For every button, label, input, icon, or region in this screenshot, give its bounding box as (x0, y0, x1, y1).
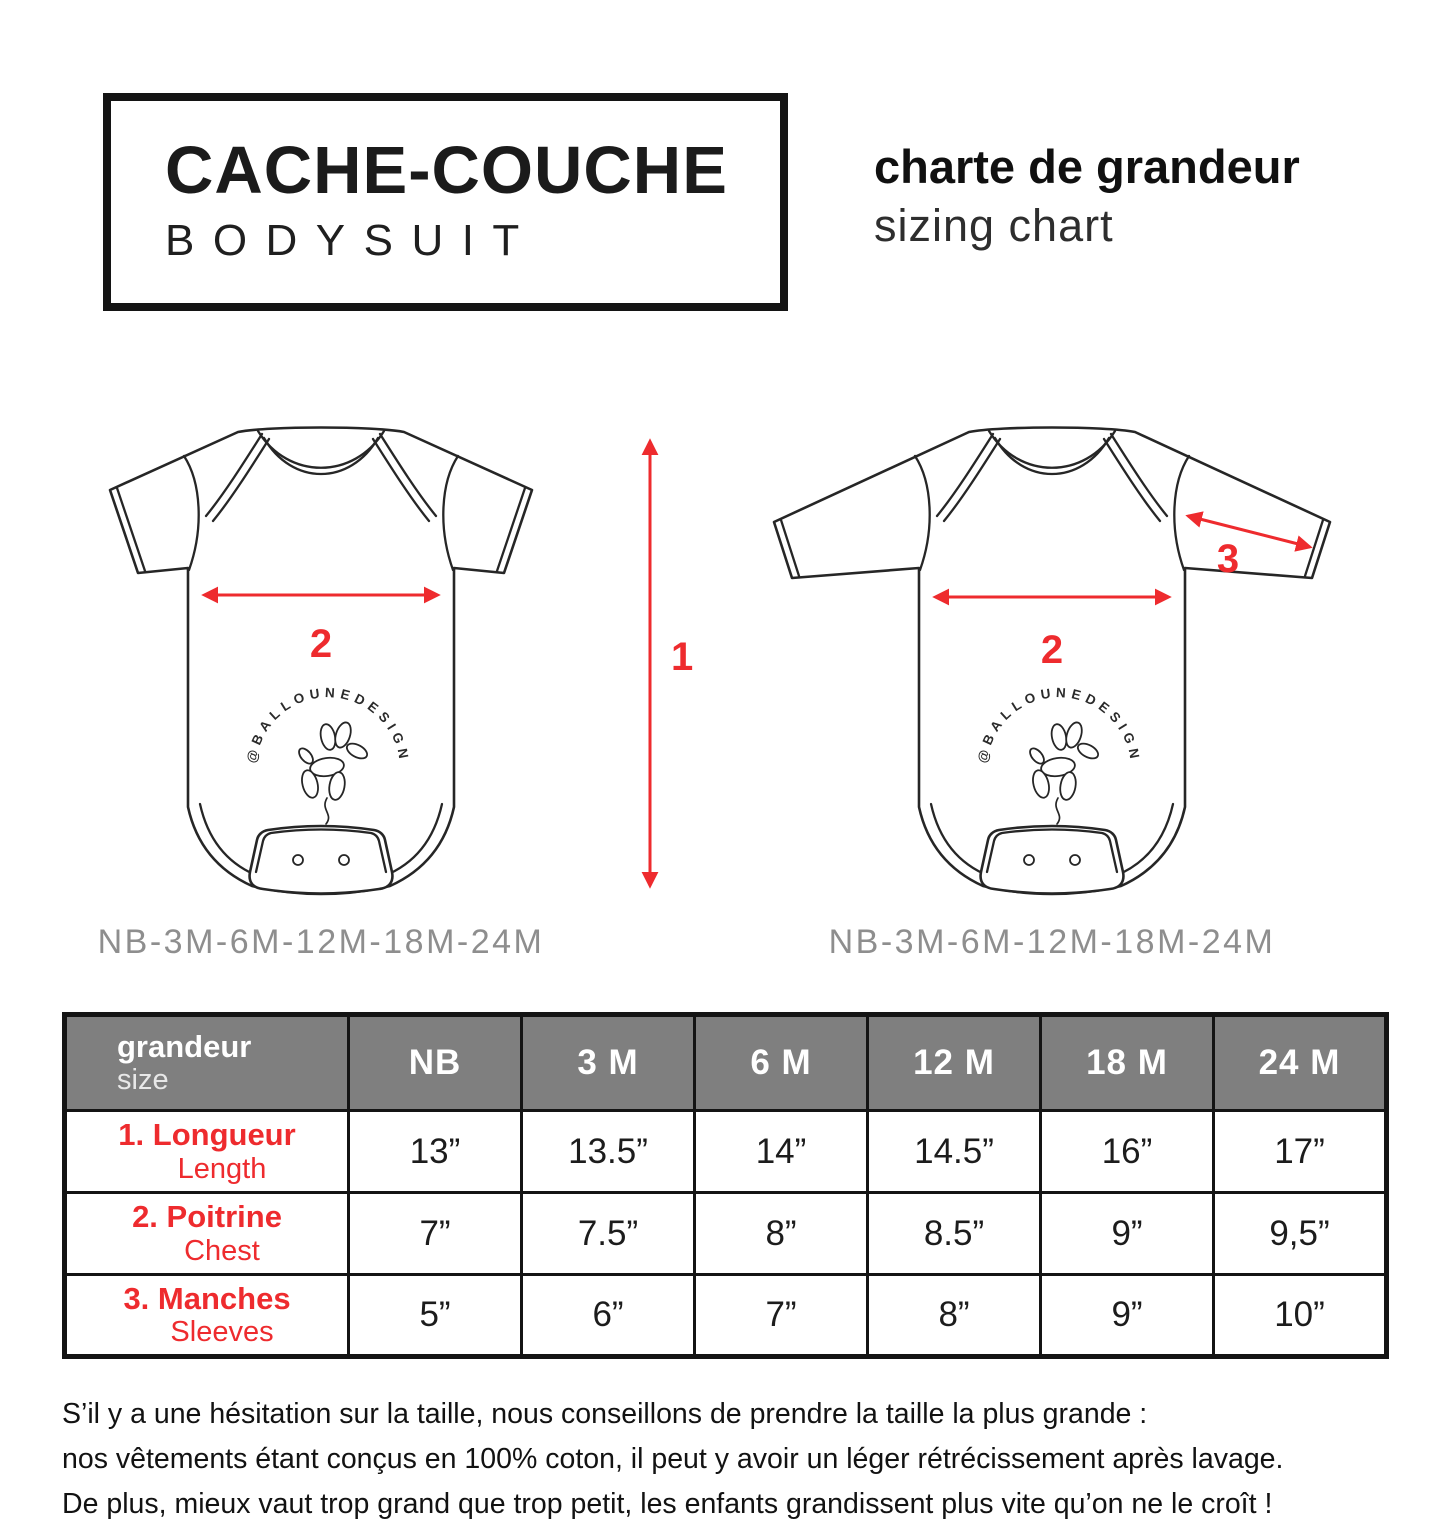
size-value: 10” (1214, 1275, 1387, 1357)
row-label-english: Sleeves (170, 1316, 274, 1349)
column-header-6m: 6 M (695, 1015, 868, 1111)
page-title-french: charte de grandeur (874, 140, 1300, 193)
row-label-sleeves (65, 1275, 349, 1357)
snap-button (339, 855, 349, 865)
product-title-french: CACHE-COUCHE (165, 133, 728, 208)
column-header-3m: 3 M (522, 1015, 695, 1111)
row-label-french: 1. Longueur (118, 1117, 296, 1152)
sleeve-measure-label: 3 (1216, 537, 1240, 581)
chest-measure-label: 2 (1040, 628, 1064, 672)
row-label-english: Chest (184, 1234, 260, 1267)
size-value: 14” (695, 1111, 868, 1193)
row-label-french: 3. Manches (123, 1280, 291, 1316)
snap-button (1070, 855, 1080, 865)
size-value: 9,5” (1214, 1193, 1387, 1275)
column-header-18m: 18 M (1041, 1015, 1214, 1111)
product-title-english: BODYSUIT (165, 216, 538, 265)
row-label-length (65, 1111, 349, 1193)
note-line: nos vêtements étant conçus en 100% coton, il peut y avoir un léger rétrécissement après lavage. (62, 1443, 1284, 1475)
size-value: 16” (1041, 1111, 1214, 1193)
chest-measure-label: 2 (309, 622, 333, 666)
size-value: 13” (349, 1111, 522, 1193)
product-title-box (103, 93, 788, 311)
corner-label-english: size (117, 1064, 169, 1097)
size-value: 8” (868, 1275, 1041, 1357)
note-line: S’il y a une hésitation sur la taille, nous conseillons de prendre la taille la plus grande : (62, 1398, 1148, 1430)
length-measure-label: 1 (671, 635, 694, 679)
size-value: 7.5” (522, 1193, 695, 1275)
size-range-caption-right: NB-3M-6M-12M-18M-24M (828, 923, 1276, 961)
column-header-nb: NB (349, 1015, 522, 1111)
sizing-advice-note (62, 1392, 1412, 1527)
size-value: 8.5” (868, 1193, 1041, 1275)
snap-button (293, 855, 303, 865)
size-value: 9” (1041, 1275, 1214, 1357)
page-title (874, 140, 1300, 252)
size-value: 8” (695, 1193, 868, 1275)
size-value: 5” (349, 1275, 522, 1357)
size-value: 9” (1041, 1193, 1214, 1275)
table-row-chest (65, 1193, 1387, 1275)
size-value: 13.5” (522, 1111, 695, 1193)
row-label-english: Length (177, 1152, 267, 1185)
corner-label-french: grandeur (117, 1028, 252, 1064)
size-value: 7” (349, 1193, 522, 1275)
size-value: 17” (1214, 1111, 1387, 1193)
row-label-chest (65, 1193, 349, 1275)
table-row-sleeves (65, 1275, 1387, 1357)
table-corner-cell (65, 1015, 349, 1111)
snap-flap (250, 826, 393, 894)
note-line: De plus, mieux vaut trop grand que trop petit, les enfants grandissent plus vite qu’on ne le croît ! (62, 1488, 1273, 1520)
column-header-24m: 24 M (1214, 1015, 1387, 1111)
snap-button (1024, 855, 1034, 865)
table-header-row (65, 1015, 1387, 1111)
page-title-english: sizing chart (874, 200, 1114, 252)
size-value: 14.5” (868, 1111, 1041, 1193)
snap-flap (981, 826, 1124, 894)
size-table (62, 1012, 1389, 1359)
size-value: 7” (695, 1275, 868, 1357)
size-range-caption-left: NB-3M-6M-12M-18M-24M (97, 923, 545, 961)
size-value: 6” (522, 1275, 695, 1357)
column-header-12m: 12 M (868, 1015, 1041, 1111)
row-label-french: 2. Poitrine (132, 1199, 282, 1234)
bodysuit-measurement-diagrams (0, 420, 1445, 965)
table-row-length (65, 1111, 1387, 1193)
